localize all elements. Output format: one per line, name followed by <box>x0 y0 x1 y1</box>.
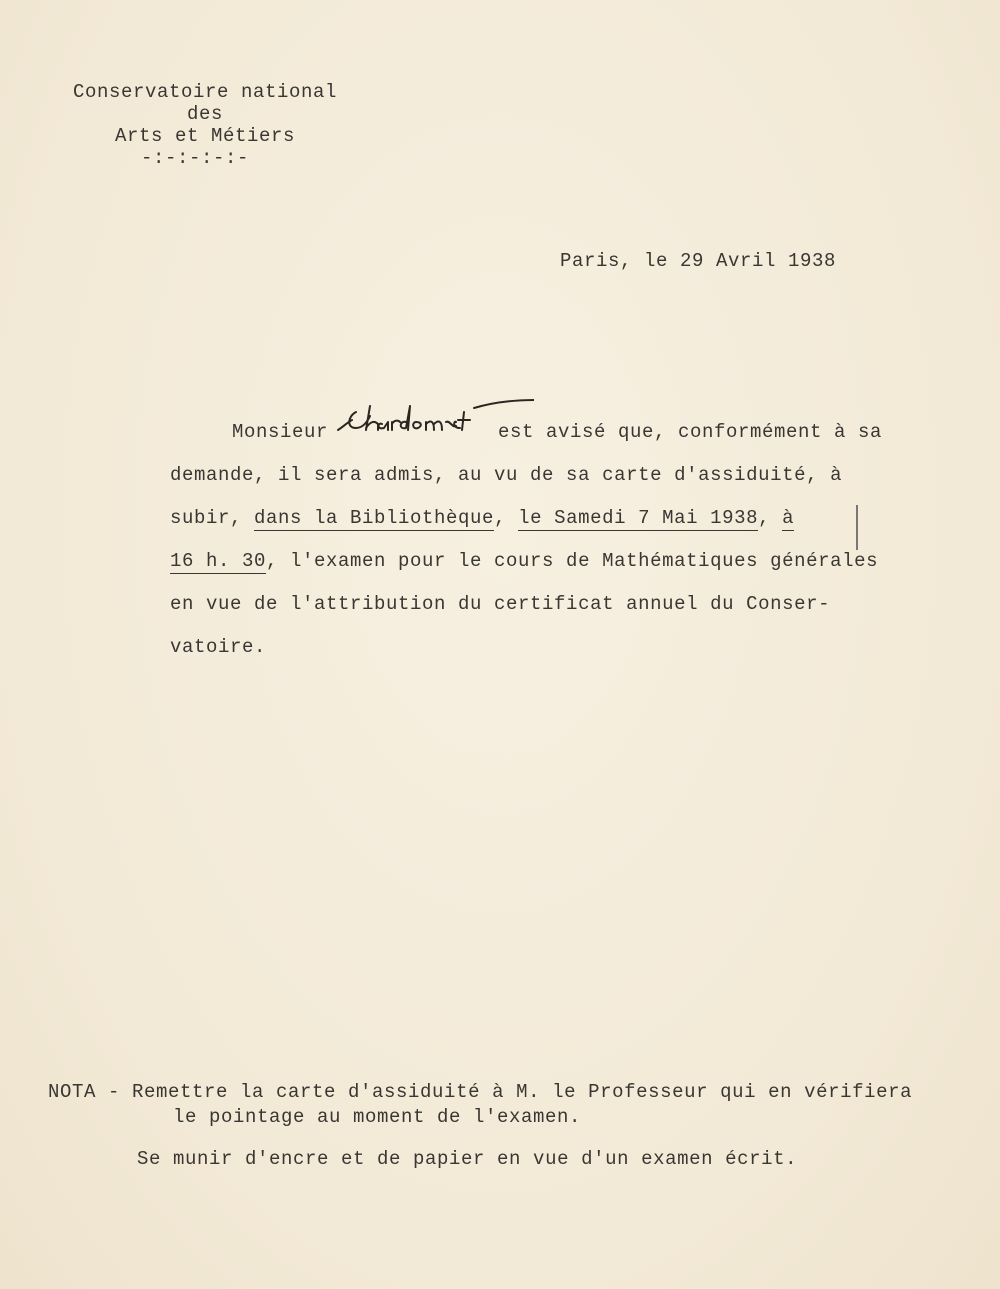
underlined-time: 16 h. 30 <box>170 550 267 572</box>
nota-line2: le pointage au moment de l'examen. <box>173 1106 582 1128</box>
underlined-a: à <box>782 507 795 529</box>
letterhead-ornament: -:-:-:-:- <box>140 147 250 169</box>
nota-line3: Se munir d'encre et de papier en vue d'un examen écrit. <box>137 1148 798 1170</box>
underlined-date: le Samedi 7 Mai 1938 <box>518 507 759 529</box>
letterhead-line2: des <box>186 103 223 125</box>
body-line2: demande, il sera admis, au vu de sa carte d'assiduité, à <box>170 464 843 486</box>
pencil-mark <box>856 505 858 550</box>
letterhead-line1: Conservatoire national <box>72 81 338 103</box>
body-line3: subir, dans la Bibliothèque, le Samedi 7 Mai 1938, à <box>170 507 795 529</box>
body-line4: 16 h. 30, l'examen pour le cours de Mathématiques générales <box>170 550 879 572</box>
dateline: Paris, le 29 Avril 1938 <box>560 250 837 272</box>
letterhead-line3: Arts et Métiers <box>114 125 296 147</box>
body-line5: en vue de l'attribution du certificat annuel du Conser- <box>170 593 831 615</box>
body-line6: vatoire. <box>170 636 267 658</box>
underlined-location: dans la Bibliothèque <box>254 507 495 529</box>
body-line1-rest: est avisé que, conformément à sa <box>498 421 883 443</box>
body-salutation: Monsieur <box>232 421 329 443</box>
nota-line1: NOTA - Remettre la carte d'assiduité à M. le Professeur qui en vérifiera <box>48 1081 913 1103</box>
